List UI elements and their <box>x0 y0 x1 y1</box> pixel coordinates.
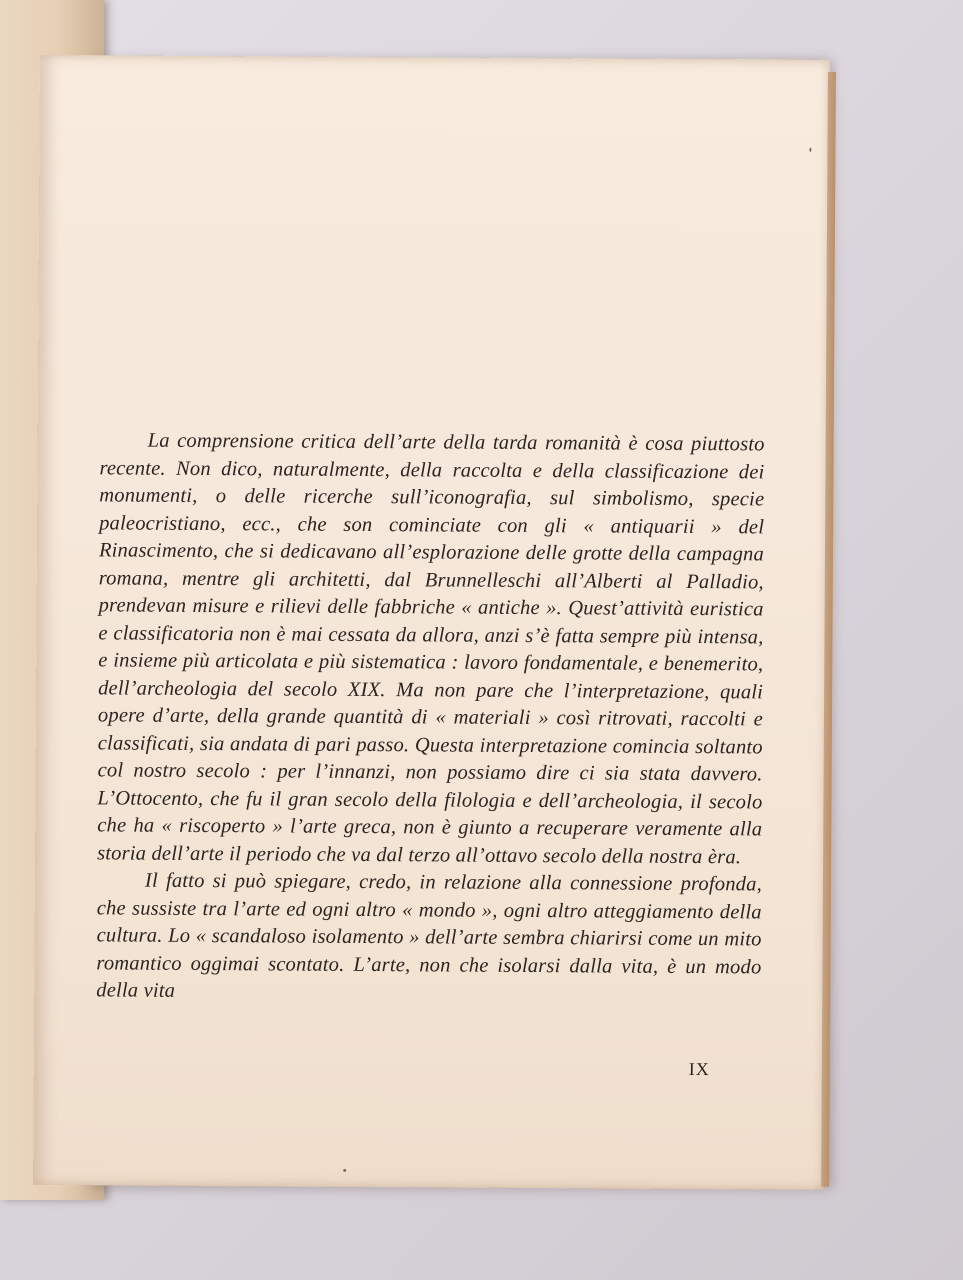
body-text <box>96 427 765 1009</box>
paper-speck <box>809 148 811 152</box>
paragraph-1: La comprensione critica dell’arte della tarda romanità è cosa piuttosto recente. Non dico, naturalmente, della raccolta e della classificazione dei monumenti, o delle ricerche sull’iconografia, sul simbolismo, specie paleocristiano, ecc., che son cominciate con gli « antiquarii » del Rinascimento, che si dedicavano all’esplorazione delle grotte della campagna romana, mentre gli architetti, dal Brunnelleschi all’Alberti al Palladio, prendevan misure e rilievi delle fabbriche « antiche ». Quest’attività euristica e classificatoria non è mai cessata da allora, anzi s’è fatta sempre più intensa, e insieme più articolata e più sistematica : lavoro fondamentale, e benemerito, dell’archeologia del secolo XIX. Ma non pare che l’interpretazione, quali opere d’arte, della grande quantità di « materiali » così ritrovati, raccolti e classificati, sia andata di pari passo. Questa interpretazione comincia soltanto col nostro secolo : per l’innanzi, non possiamo dire ci sia stata davvero. L’Ottocento, che fu il gran secolo della filologia e dell’archeologia, il secolo che ha « riscoperto » l’arte greca, non è giunto a recuperare veramente alla storia dell’arte il periodo che va dal terzo all’ottavo secolo della nostra èra. <box>97 429 765 868</box>
paragraph-2: Il fatto si può spiegare, credo, in relazione alla connessione profonda, che sussiste tra l’arte ed ogni altro « mondo », ogni altro atteggiamento della cultura. Lo « scandaloso isolamento » dell’arte sembra chiarirsi come un mito romantico oggimai scontato. L’arte, non che isolarsi dalla vita, è un modo della vita <box>96 869 763 1002</box>
page-edge <box>821 72 836 1187</box>
book-page <box>33 55 830 1190</box>
page-number: IX <box>688 1058 710 1080</box>
paper-speck <box>343 1169 346 1172</box>
